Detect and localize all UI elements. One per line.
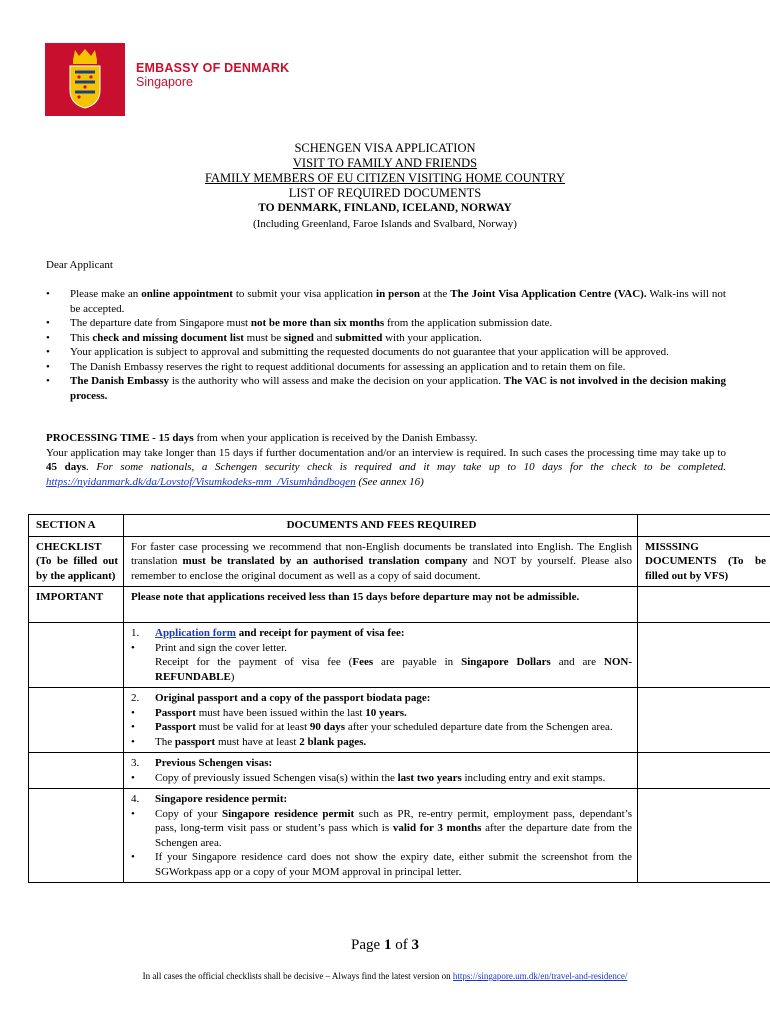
numbered-item-heading (131, 756, 632, 771)
inline-text: signed (283, 331, 314, 344)
instruction-item (46, 316, 726, 331)
inline-text: Fees (352, 656, 374, 668)
docs-header: DOCUMENTS AND FEES REQUIRED (124, 515, 638, 537)
inline-text: Your application is subject to approval and submitting the requested documents do not guarantee that your application will be approved. (70, 346, 669, 358)
inline-text: This (70, 331, 93, 344)
inline-link[interactable]: Application form (155, 627, 236, 639)
item-number: 4. (131, 793, 140, 805)
inline-text: For faster case processing we recommend that non-English documents be translated into English. The English translation (131, 540, 632, 567)
inline-text: If your Singapore residence card does not show the expiry date, either submit the screenshot from the SGWorkpass app or a copy of your MOM approval in principal letter. (155, 851, 632, 878)
important-text: Please note that applications received less than 15 days before departure may not be admissible. (124, 587, 638, 623)
embassy-brand (136, 61, 289, 90)
inline-text: must be translated by an authorised translation company (182, 555, 468, 567)
inline-text: at the (419, 288, 451, 300)
item-heading-text (155, 692, 430, 704)
inline-text: must have at least (215, 735, 300, 748)
item-detail (131, 655, 632, 684)
inline-text: Singapore Dollars (461, 656, 551, 668)
item-row (29, 789, 770, 883)
item-detail (131, 720, 632, 735)
item-heading-text (155, 793, 287, 805)
table-header-row (29, 515, 770, 537)
instruction-item (46, 345, 726, 360)
item-number: 2. (131, 692, 140, 704)
inline-text: such as PR, re-entry permit, employment pass, dependant’s pass, long-term visit pass or student’s pass which is (155, 807, 633, 834)
page-current: 1 (383, 937, 392, 953)
instruction-item (46, 374, 726, 403)
inline-link[interactable]: https://nyidanmark.dk/da/Lovstof/Visumkodeks-mm_/Visumhåndbogen (46, 475, 356, 488)
inline-text: with your application. (382, 331, 482, 344)
inline-text: last two years (397, 771, 462, 784)
inline-text: and (237, 692, 262, 704)
checklist-row (29, 536, 770, 587)
inline-text: and NOT by yourself. Please also remember to enclose the original document as well as a copy of said document. (131, 555, 632, 582)
documents-table (28, 514, 770, 883)
item-cell (124, 688, 638, 753)
item-row (29, 623, 770, 688)
item-number: 3. (131, 757, 140, 769)
item-row (29, 688, 770, 753)
inline-text: 10 years. (365, 706, 407, 719)
inline-text: a copy of the passport biodata page (261, 692, 427, 704)
numbered-item-heading (131, 792, 632, 807)
item-empty-cell (29, 789, 124, 883)
inline-text: is the authority who will assess and make the decision on your application. (169, 375, 504, 387)
item-empty-cell (29, 688, 124, 753)
coat-of-arms-icon (67, 48, 103, 110)
inline-text: and (313, 331, 336, 344)
checklist-label: CHECKLIST (To be filled out by the applicant) (29, 536, 124, 587)
inline-text: check and missing document list (92, 331, 244, 344)
item-empty-cell (29, 753, 124, 789)
title-line-6: (Including Greenland, Faroe Islands and Svalbard, Norway) (253, 218, 517, 230)
instruction-item (46, 331, 726, 346)
greeting: Dear Applicant (46, 259, 113, 271)
inline-text: The departure date from Singapore must (70, 317, 251, 329)
inline-text: The Danish Embassy (70, 375, 170, 387)
inline-text: valid for 3 months (392, 822, 482, 834)
inline-text: Passport (155, 706, 196, 719)
title-line-5: TO DENMARK, FINLAND, ICELAND, NORWAY (258, 202, 512, 214)
item-number: 1. (131, 627, 140, 639)
inline-text: must be (243, 331, 284, 344)
item-check-cell[interactable] (638, 623, 770, 688)
inline-text: ) (230, 670, 235, 683)
numbered-item-heading (131, 691, 632, 706)
item-cell (124, 753, 638, 789)
item-detail (131, 641, 632, 656)
inline-text: The Joint Visa Application Centre (VAC). (450, 288, 647, 300)
inline-text: Passport (155, 721, 196, 733)
inline-text: passport (174, 735, 216, 748)
footer-link[interactable]: https://singapore.um.dk/en/travel-and-residence/ (452, 971, 628, 981)
inline-text: Receipt for the payment of visa fee ( (155, 656, 353, 668)
inline-text: Previous Schengen visas: (155, 757, 273, 769)
inline-text: For some nationals, a Schengen security check is required and it may take up to 10 days for the check to be completed. (96, 461, 726, 473)
section-label: SECTION A (29, 515, 124, 537)
instructions-list (46, 287, 726, 403)
page-sep: of (391, 937, 412, 953)
important-row (29, 587, 770, 623)
inline-text: 2 blank pages. (299, 735, 367, 748)
inline-text: must be valid for at least (195, 721, 310, 733)
inline-text: Your application may take longer than 15 days if further documentation and/or an interview is required. In such cases the processing time may take up to (46, 446, 726, 459)
inline-text: NON-REFUNDABLE (155, 656, 633, 683)
item-detail (131, 735, 632, 750)
item-row (29, 753, 770, 789)
footer-text: In all cases the official checklists shall be decisive – Always find the latest version on (142, 971, 453, 981)
inline-text: Copy of your (155, 807, 222, 820)
inline-text: from the application submission date. (384, 317, 553, 329)
inline-text: online appointment (141, 288, 233, 300)
inline-text: The VAC is not involved in the decision making process. (70, 375, 726, 402)
title-line-4: LIST OF REQUIRED DOCUMENTS (288, 186, 482, 200)
page-total: 3 (411, 937, 419, 953)
important-check-cell[interactable] (638, 587, 770, 623)
inline-text: after your scheduled departure date from the Schengen area. (345, 721, 613, 733)
embassy-name: EMBASSY OF DENMARK (136, 61, 290, 75)
inline-text: Singapore residence permit: (155, 793, 288, 805)
inline-text: Singapore residence permit (221, 807, 355, 820)
numbered-item-heading (131, 626, 632, 641)
inline-text: to submit your visa application (232, 288, 377, 300)
missing-header-cell (638, 515, 770, 537)
item-check-cell[interactable] (638, 688, 770, 753)
item-heading-text (155, 757, 272, 769)
inline-text: after the departure date from the Schengen area. (155, 822, 632, 849)
bullet-icon: • (131, 641, 135, 654)
inline-text: Print and sign the cover letter. (155, 641, 287, 654)
inline-text: : (426, 692, 431, 704)
item-detail (131, 850, 632, 879)
inline-text: and are (550, 656, 604, 668)
inline-text: 45 days (46, 461, 86, 473)
item-check-cell[interactable] (638, 789, 770, 883)
bullet-icon: • (131, 735, 135, 748)
processing-time (46, 431, 726, 489)
item-cell (124, 623, 638, 688)
title-line-1: SCHENGEN VISA APPLICATION (294, 141, 476, 155)
item-empty-cell (29, 623, 124, 688)
inline-text: Original passport (155, 692, 238, 704)
instruction-item (46, 287, 726, 316)
inline-text: must have been issued within the last (195, 706, 366, 719)
inline-text: not be more than six months (250, 317, 385, 329)
item-cell (124, 789, 638, 883)
item-heading-text (155, 627, 405, 639)
embassy-logo (45, 43, 125, 116)
inline-text: . (85, 461, 97, 473)
item-detail (131, 807, 632, 851)
inline-text: The Danish Embassy reserves the right to request additional documents for assessing an application and to retain them on file. (70, 360, 626, 373)
bullet-icon: • (131, 721, 135, 733)
footer-note (0, 969, 770, 984)
inline-text: submitted (335, 331, 383, 344)
instruction-item (46, 360, 726, 375)
page-prefix: Page (351, 937, 384, 953)
checklist-text (124, 536, 638, 587)
inline-text: are payable in (373, 656, 462, 668)
bullet-icon: • (131, 807, 135, 820)
embassy-city: Singapore (136, 75, 193, 89)
inline-text: Copy of previously issued Schengen visa(s) within the (155, 771, 398, 784)
bullet-icon: • (131, 771, 135, 784)
important-label: IMPORTANT (29, 587, 124, 623)
document-titles (0, 141, 770, 231)
inline-text: The (155, 735, 175, 748)
bullet-icon: • (131, 706, 135, 719)
missing-documents-label: MISSSING DOCUMENTS (To be filled out by VFS) (638, 536, 770, 587)
inline-text: and receipt for payment of visa fee: (235, 627, 405, 639)
item-check-cell[interactable] (638, 753, 770, 789)
title-line-3: FAMILY MEMBERS OF EU CITIZEN VISITING HOME COUNTRY (205, 171, 565, 185)
inline-text: Walk-ins will not be accepted. (70, 288, 726, 315)
inline-text: from when your application is received by the Danish Embassy. (193, 432, 478, 444)
inline-text: (See annex 16) (355, 475, 424, 488)
title-line-2: VISIT TO FAMILY AND FRIENDS (292, 156, 478, 170)
bullet-icon: • (131, 851, 135, 863)
inline-text: 90 days (309, 721, 346, 733)
page-number (0, 936, 770, 954)
inline-text: PROCESSING TIME - 15 days (46, 432, 194, 444)
inline-text: in person (376, 288, 420, 300)
inline-text: including entry and exit stamps. (461, 771, 606, 784)
item-detail (131, 771, 632, 786)
inline-text: Please make an (70, 288, 142, 300)
item-detail (131, 706, 632, 721)
